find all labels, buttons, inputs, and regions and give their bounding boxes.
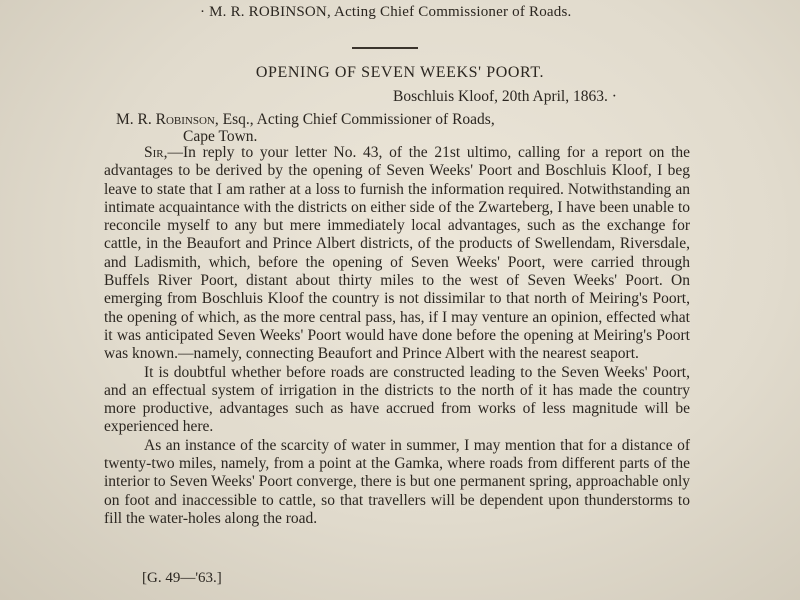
section-divider (352, 47, 418, 49)
running-header: · M. R. ROBINSON, Acting Chief Commissioner of Roads. (200, 4, 572, 20)
paragraph: As an instance of the scarcity of water in summer, I may mention that for a distance of twenty-two miles, namely, from a point at the Gamka, where roads from different parts of the interior to Seven Weeks' Poort converge, there is but one permanent spring, approachable only on foot and inaccessible to cattle, so that travellers will be dependent upon thunderstorms to fill the water-holes along the road. (104, 436, 690, 527)
addressee-city: Cape Town. (183, 128, 258, 145)
salutation: Sir, (144, 144, 168, 161)
addressee-line (116, 111, 495, 129)
dateline: Boschluis Kloof, 20th April, 1863. · (393, 88, 617, 105)
article-title: OPENING OF SEVEN WEEKS' POORT. (255, 64, 545, 81)
paragraph (104, 144, 690, 364)
document-reference: [G. 49—'63.] (142, 570, 222, 586)
paragraph: It is doubtful whether before roads are constructed leading to the Seven Weeks' Poort, and an effectual system of irrigation in the districts to the north of it has made the country more productive, advantages such as have accrued from works of less magnitude will be experienced here. (104, 363, 690, 436)
addressee-name: M. R. Robinson, (116, 111, 219, 128)
letter-body (104, 144, 690, 528)
paragraph-text: —In reply to your letter No. 43, of the 21st ultimo, calling for a report on the advantages to be derived by the opening of Seven Weeks' Poort and Boschluis Kloof, I beg leave to state that I am rather at a loss to furnish the information required. Notwithstanding an intimate acquaintance with the districts on either side of the Zwarteberg, I have been unable to reconcile myself to any but mere immediately local advantages, such as the exchange for cattle, in the Beaufort and Prince Albert districts, of the products of Swellendam, Riversdale, and Ladismith, which, before the opening of Seven Weeks' Poort, were carried through Buffels River Poort, distant about thirty miles to the west of Seven Weeks' Poort. On emerging from Boschluis Kloof the country is not dissimilar to that north of Meiring's Poort, the opening of which, as the more central pass, has, if I may venture an opinion, effected what it was anticipated Seven Weeks' Poort would have done before the opening at Meiring's Poort was known.—namely, connecting Beaufort and Prince Albert with the nearest seaport. (104, 144, 690, 363)
addressee-title: Esq., Acting Chief Commissioner of Roads, (218, 111, 495, 128)
